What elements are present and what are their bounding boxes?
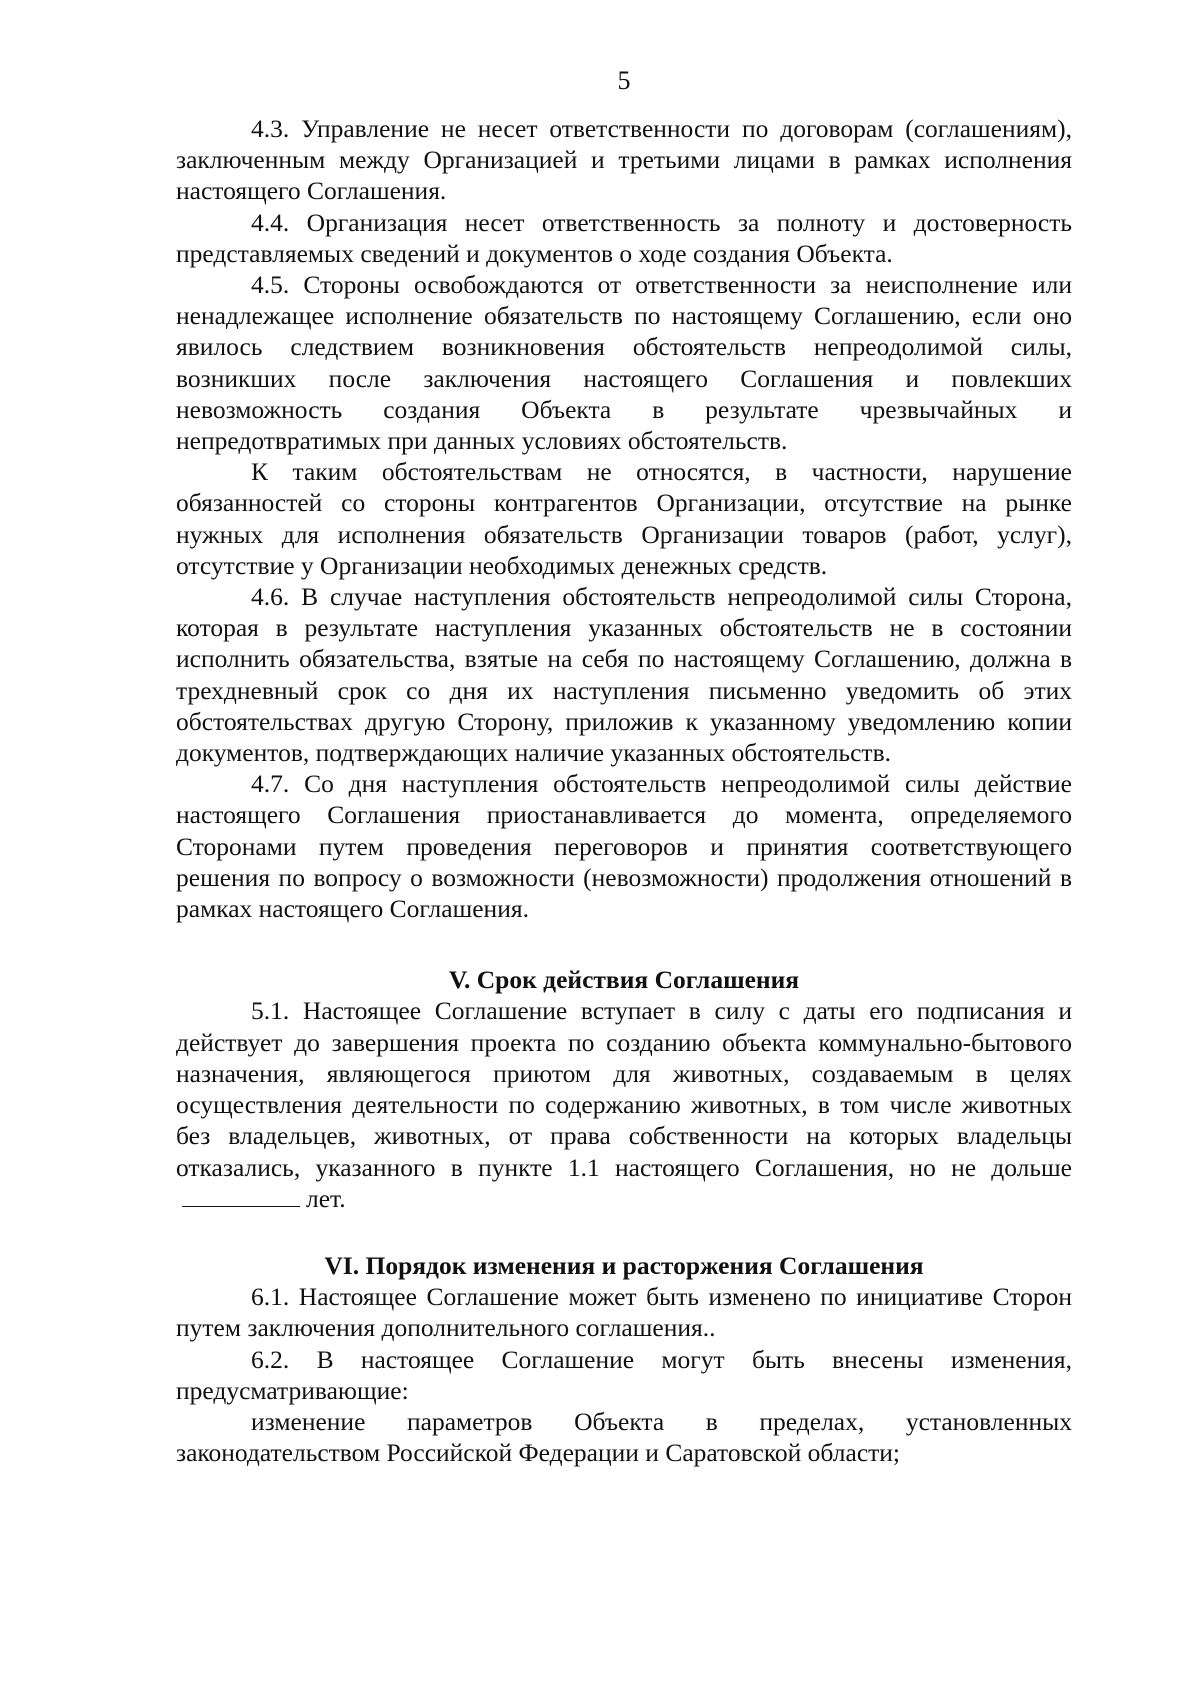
clause-4-5: 4.5. Стороны освобождаются от ответственности за неисполнение или ненадлежащее исполнение обязательств по настоящему Соглашению, если оно явилось следствием возникновения обстоятельств непреодолимой силы, возникших после заключения настоящего Соглашения и повлекших невозможность создания Объекта в результате чрезвычайных и непредотвратимых при данных условиях обстоятельств. xyxy=(176,270,1072,456)
clause-4-3: 4.3. Управление не несет ответственности по договорам (соглашениям), заключенным между Организацией и третьими лицами в рамках исполнения настоящего Соглашения. xyxy=(176,114,1072,206)
clause-5-1-text: 5.1. Настоящее Соглашение вступает в силу с даты его подписания и действует до завершения проекта по созданию объекта коммунально-бытового назначения, являющегося приютом для животных, создаваемым в целях осуществления деятельности по содержанию животных, в том числе животных без владельцев, животных, от права собственности на которых владельцы отказались, указанного в пункте 1.1 настоящего Соглашения, но не дольше xyxy=(176,996,1072,1182)
clause-5-1-suffix: лет. xyxy=(306,1183,346,1213)
clause-4-6: 4.6. В случае наступления обстоятельств непреодолимой силы Сторона, которая в результате наступления указанных обстоятельств не в состоянии исполнить обязательства, взятые на себя по настоящему Соглашению, должна в трехдневный срок со дня их наступления письменно уведомить об этих обстоятельствах другую Сторону, приложив к указанному уведомлению копии документов, подтверждающих наличие указанных обстоятельств. xyxy=(176,582,1072,768)
section-5-heading: V. Срок действия Соглашения xyxy=(448,965,800,995)
clause-4-7: 4.7. Со дня наступления обстоятельств непреодолимой силы действие настоящего Соглашения приостанавливается до момента, определяемого Сторонами путем проведения переговоров и принятия соответствующего решения по вопросу о возможности (невозможности) продолжения отношений в рамках настоящего Соглашения. xyxy=(176,769,1072,924)
clause-6-2: 6.2. В настоящее Соглашение могут быть внесены изменения, предусматривающие: xyxy=(176,1344,1072,1405)
clause-4-5-note: К таким обстоятельствам не относятся, в частности, нарушение обязанностей со стороны контрагентов Организации, отсутствие на рынке нужных для исполнения обязательств Организации товаров (работ, услуг), отсутствие у Организации необходимых денежных средств. xyxy=(176,457,1072,580)
clause-6-2-item-1: изменение параметров Объекта в пределах, установленных законодательством Российской Федерации и Саратовской области; xyxy=(176,1406,1072,1468)
clause-6-1: 6.1. Настоящее Соглашение может быть изменено по инициативе Сторон путем заключения дополнительного соглашения.. xyxy=(176,1282,1072,1343)
blank-line xyxy=(182,1205,300,1207)
clause-4-4: 4.4. Организация несет ответственность за полноту и достоверность представляемых сведений и документов о ходе создания Объекта. xyxy=(176,207,1072,268)
section-6-heading: VI. Порядок изменения и расторжения Соглашения xyxy=(324,1250,924,1280)
page-number: 5 xyxy=(617,66,631,95)
clause-5-1 xyxy=(176,995,1072,1213)
